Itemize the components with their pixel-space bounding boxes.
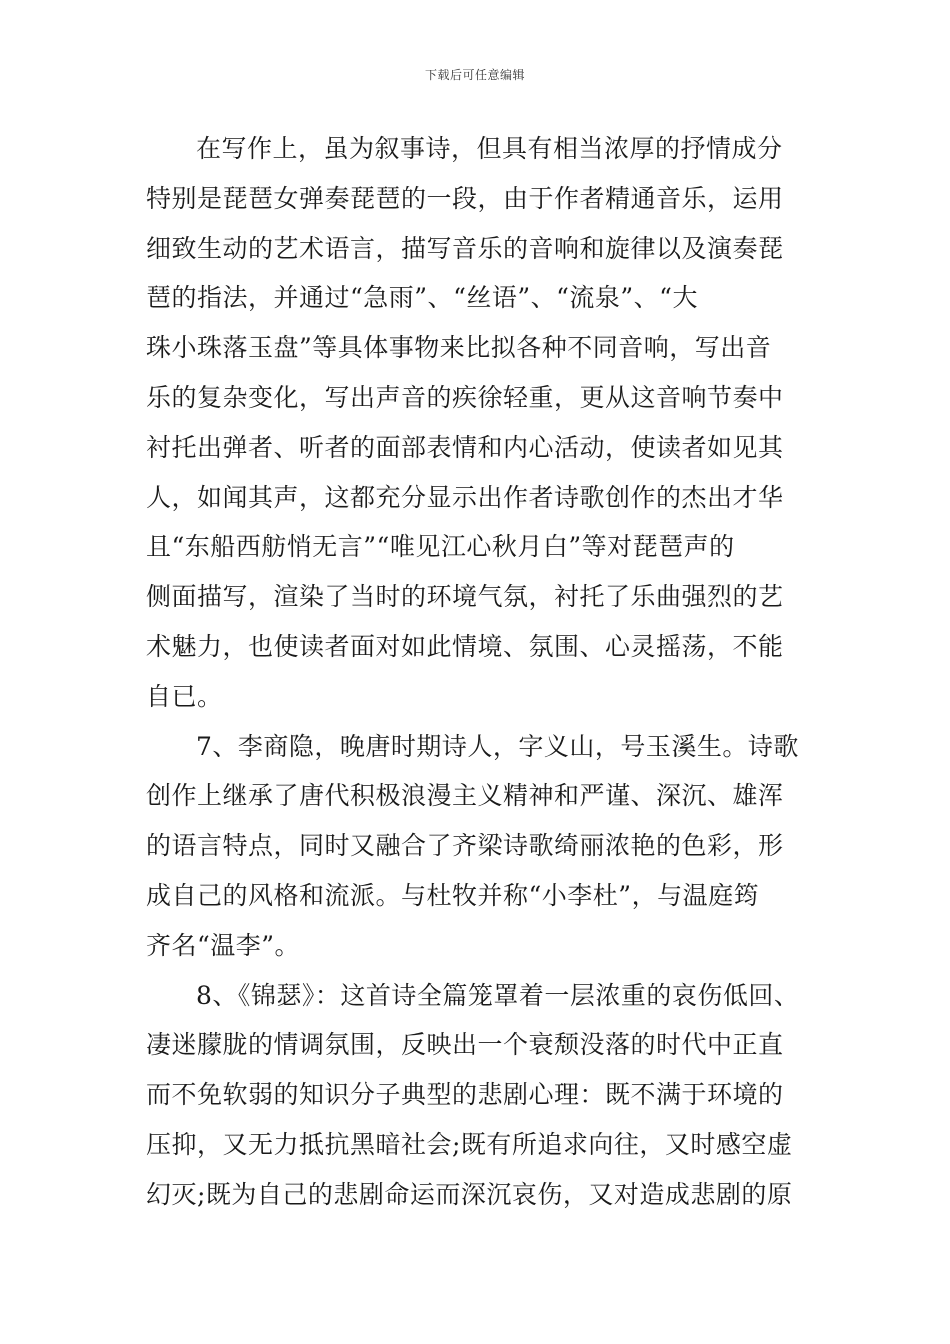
text-line: 乐的复杂变化，写出声音的疾徐轻重，更从这音响节奏中	[146, 382, 784, 412]
text-line: 衬托出弹者、听者的面部表情和内心活动，使读者如见其	[146, 432, 784, 462]
text-line: 琶的指法，并通过“急雨”、“丝语”、“流泉”、“大	[146, 283, 698, 313]
text-line: 细致生动的艺术语言，描写音乐的音响和旋律以及演奏琵	[146, 233, 784, 263]
text-line: 8、《锦瑟》：这首诗全篇笼罩着一层浓重的哀伤低回、	[196, 980, 800, 1010]
text-line: 创作上继承了唐代积极浪漫主义精神和严谨、深沉、雄浑	[146, 781, 784, 811]
text-line: 的语言特点，同时又融合了齐梁诗歌绮丽浓艳的色彩，形	[146, 831, 784, 861]
text-line: 成自己的风格和流派。与杜牧并称“小李杜”，与温庭筠	[146, 880, 760, 910]
text-line: 特别是琵琶女弹奏琵琶的一段，由于作者精通音乐，运用	[146, 183, 784, 213]
text-line: 齐名“温李”。	[146, 930, 301, 960]
text-line: 幻灭;既为自己的悲剧命运而深沉哀伤，又对造成悲剧的原	[146, 1179, 793, 1209]
text-line: 且“东船西舫悄无言”“唯见江心秋月白”等对琵琶声的	[146, 532, 735, 562]
text-line: 术魅力，也使读者面对如此情境、氛围、心灵摇荡，不能	[146, 631, 784, 661]
text-line: 在写作上，虽为叙事诗，但具有相当浓厚的抒情成分	[196, 134, 783, 163]
text-line: 压抑，又无力抵抗黑暗社会;既有所追求向往，又时感空虚	[146, 1129, 793, 1159]
text-line: 凄迷朦胧的情调氛围，反映出一个衰颓没落的时代中正直	[146, 1030, 784, 1060]
text-line: 人，如闻其声，这都充分显示出作者诗歌创作的杰出才华	[146, 482, 784, 512]
page-header: 下载后可任意编辑	[424, 68, 525, 82]
text-line: 自已。	[146, 681, 223, 711]
text-line: 7、李商隐，晚唐时期诗人，字义山，号玉溪生。诗歌	[196, 731, 799, 761]
text-line: 侧面描写，渲染了当时的环境气氛，衬托了乐曲强烈的艺	[146, 582, 784, 612]
text-line: 而不免软弱的知识分子典型的悲剧心理：既不满于环境的	[146, 1080, 784, 1110]
document-body	[146, 124, 826, 1220]
text-line: 珠小珠落玉盘”等具体事物来比拟各种不同音响，写出音	[146, 333, 772, 363]
